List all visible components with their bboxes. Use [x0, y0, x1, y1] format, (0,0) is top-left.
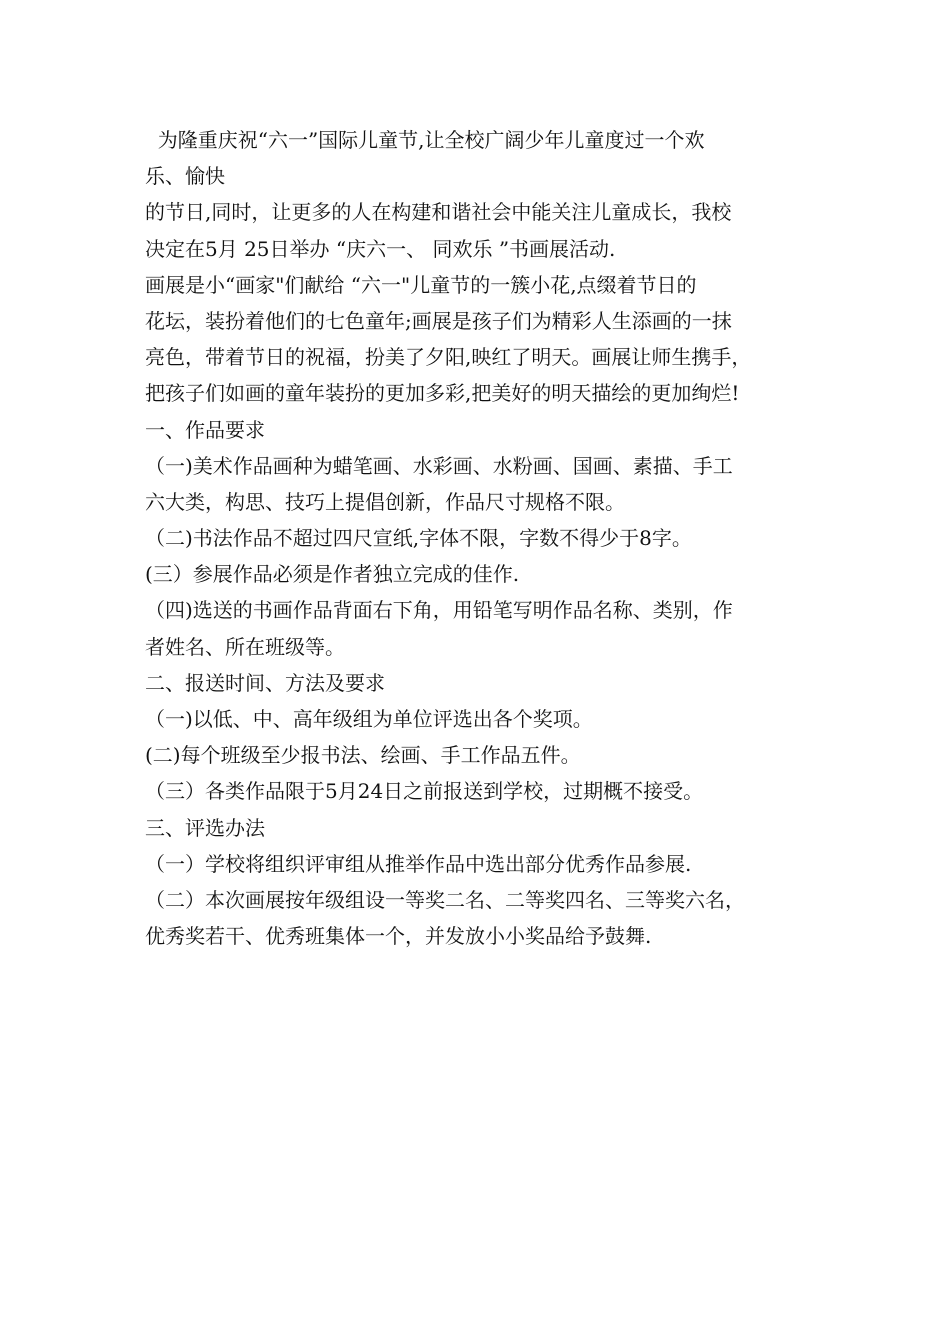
- text-line: 把孩子们如画的童年装扮的更加多彩,把美好的明天描绘的更加绚烂!: [145, 381, 740, 406]
- text-line: 优秀奖若干、优秀班集体一个，并发放小小奖品给予鼓舞.: [145, 924, 652, 949]
- text-line: （一）学校将组织评审组从推举作品中选出部分优秀作品参展.: [145, 851, 692, 876]
- text-line: (二)每个班级至少报书法、绘画、手工作品五件。: [145, 743, 581, 768]
- document-body: [145, 122, 815, 954]
- text-line: （二）本次画展按年级组设一等奖二名、二等奖四名、三等奖六名，: [145, 887, 745, 912]
- text-line: （二)书法作品不超过四尺宣纸,字体不限，字数不得少于8字。: [145, 526, 692, 551]
- text-line: 花坛，装扮着他们的七色童年;画展是孩子们为精彩人生添画的一抹: [145, 308, 732, 333]
- text-line: （一)以低、中、高年级组为单位评选出各个奖项。: [145, 707, 593, 731]
- text-line: 六大类，构思、技巧上提倡创新，作品尺寸规格不限。: [145, 489, 625, 514]
- text-line: （四)选送的书画作品背面右下角，用铅笔写明作品名称、类别，作: [145, 598, 733, 623]
- section-heading: 一、作品要求: [145, 417, 265, 442]
- section-heading: 二、报送时间、方法及要求: [145, 670, 385, 695]
- text-line: 乐、愉快: [145, 164, 225, 189]
- section-heading: 三、评选办法: [145, 815, 265, 840]
- text-line: 亮色，带着节日的祝福，扮美了夕阳,映红了明天。画展让师生携手，: [145, 345, 752, 370]
- text-line: （三）各类作品限于5月24日之前报送到学校，过期概不接受。: [145, 779, 704, 804]
- text-line: 为隆重庆祝“六一”国际儿童节,让全校广阔少年儿童度过一个欢: [145, 128, 705, 152]
- text-line: 决定在5月 25日举办 “庆六一、 同欢乐 ”书画展活动.: [145, 236, 616, 261]
- text-line: (三）参展作品必须是作者独立完成的佳作.: [145, 562, 520, 587]
- text-line: 画展是小“画家"们献给 “六一"儿童节的一簇小花,点缀着节日的: [145, 272, 697, 297]
- text-line: 的节日,同时，让更多的人在构建和谐社会中能关注儿童成长，我校: [145, 200, 732, 225]
- text-line: 者姓名、所在班级等。: [145, 634, 345, 659]
- text-line: （一)美术作品画种为蜡笔画、水彩画、水粉画、国画、素描、手工: [145, 453, 733, 478]
